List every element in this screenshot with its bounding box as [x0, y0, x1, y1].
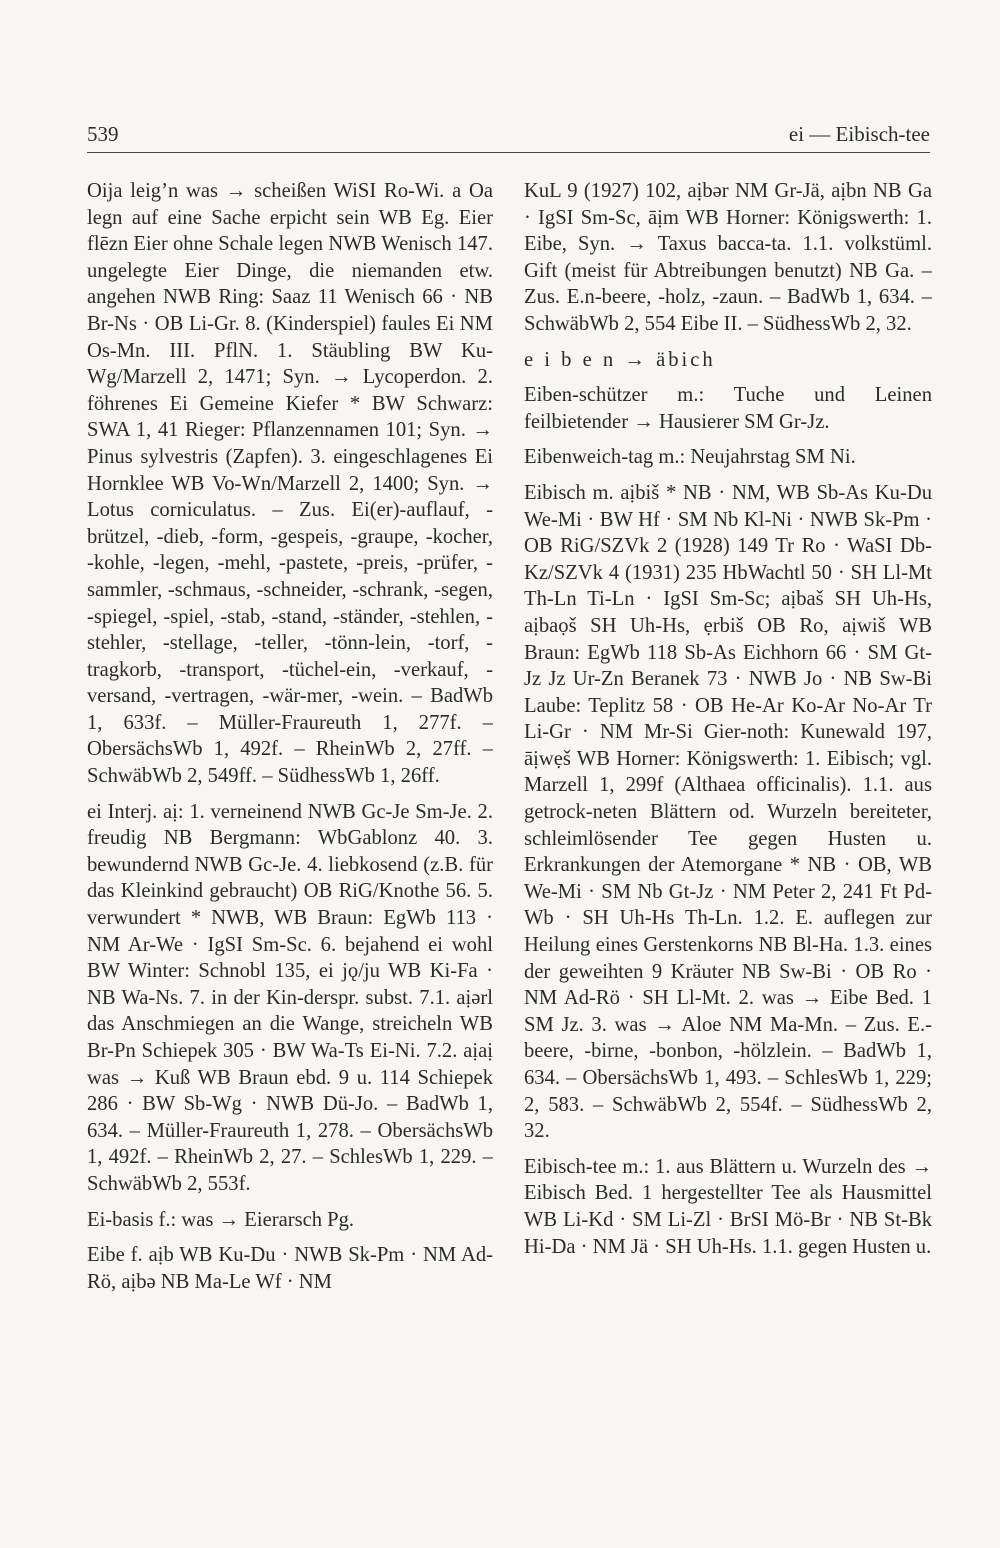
entry-ei-basis: Ei-basis f.: was → Eierarsch Pg.	[87, 1208, 355, 1231]
right-column	[524, 178, 932, 1508]
entry-eibe-continuation: KuL 9 (1927) 102, aịbər NM Gr-Jä, aịbn NB Ga · IgSI Sm-Sc, āịm WB Horner: Königswerth: 1. Eibe, Syn. → Taxus bacca-ta. 1.1. volkstüml. Gift (meist für Abtreibungen benutzt) NB Ga. – Zus. E.n-beere, -holz, -zaun. – BadWb 1, 634. – SchwäbWb 2, 554 Eibe II. – SüdhessWb 2, 32.	[524, 180, 932, 335]
entry-ei-interjection: ei Interj. aị: 1. verneinend NWB Gc-Je Sm-Je. 2. freudig NB Bergmann: WbGablonz 40. 3. bewundernd NWB Gc-Je. 4. liebkosend (z.B. für das Kleinkind gebraucht) OB RiG/Knothe 56. 5. verwundert * NWB, WB Braun: EgWb 113 · NM Ar-We · IgSI Sm-Sc. 6. bejahend ei wohl BW Winter: Schnobl 135, ei jǫ/ju WB Ki-Fa · NB Wa-Ns. 7. in der Kin-derspr. subst. 7.1. aịərl das Anschmiegen an die Wange, streicheln WB Br-Pn Schiepek 305 · BW Wa-Ts Ei-Ni. 7.2. aịaị was → Kuß WB Braun ebd. 9 u. 114 Schiepek 286 · BW Sb-Wg · NWB Dü-Jo. – BadWb 1, 634. – Müller-Fraureuth 1, 278. – ObersächsWb 1, 492f. – RheinWb 2, 27. – SchlesWb 1, 229. – SchwäbWb 2, 553f.	[87, 800, 493, 1195]
left-column	[87, 178, 493, 1508]
entry-eiben-xref: e i b e n → äbich	[524, 348, 716, 371]
page-header	[87, 118, 930, 153]
entry-eibe: Eibe f. aịb WB Ku-Du · NWB Sk-Pm · NM Ad-Rö, aịbə NB Ma-Le Wf · NM	[87, 1244, 493, 1293]
entry-eibisch-tee: Eibisch-tee m.: 1. aus Blättern u. Wurzeln des → Eibisch Bed. 1 hergestellter Tee als Hausmittel WB Li-Kd · SM Li-Zl · BrSI Mö-Br · NB St-Bk Hi-Da · NM Jä · SH Uh-Hs. 1.1. gegen Husten u.	[524, 1155, 932, 1258]
page-number: 539	[87, 122, 119, 146]
entry-eibenweich-tag: Eibenweich-tag m.: Neujahrstag SM Ni.	[524, 446, 856, 469]
entry-eibisch: Eibisch m. aịbiš * NB · NM, WB Sb-As Ku-Du We-Mi · BW Hf · SM Nb Kl-Ni · NWB Sk-Pm · OB RiG/SZVk 2 (1928) 149 Tr Ro · WaSI Db-Kz/SZVk 4 (1931) 235 HbWachtl 50 · SH Ll-Mt Th-Ln Ti-Ln · IgSI Sm-Sc; aịbaš SH Uh-Hs, aịbaọš SH Uh-Hs, ẹrbiš OB Ro, aịwiš WB Braun: EgWb 118 Sb-As Eichhorn 66 · SM Gt-Jz Jz Ur-Zn Beranek 73 · NWB Jo · NB Sw-Bi Laube: Teplitz 58 · OB He-Ar Ko-Ar No-Ar Tr Li-Gr · NM Mr-Si Gier-noth: Kunewald 197, āịwẹš WB Horner: Königswerth: 1. Eibisch; vgl. Marzell 1, 299f (Althaea officinalis). 1.1. aus getrock-neten Blättern od. Wurzeln bereiteter, schleimlösender Tee gegen Husten u. Erkrankungen der Atemorgane * NB · OB, WB We-Mi · SM Nb Gt-Jz · NM Peter 2, 241 Ft Pd-Wb · SH Uh-Hs Th-Ln. 1.2. E. auflegen zur Heilung eines Gerstenkorns NB Bl-Ha. 1.3. eines der geweihten 9 Kräuter NB Sw-Bi · OB Ro · NM Ad-Rö · SH Ll-Mt. 2. was → Eibe Bed. 1 SM Jz. 3. was → Aloe NM Ma-Mn. – Zus. E.-beere, -birne, -bonbon, -hölzlein. – BadWb 1, 634. – ObersächsWb 1, 493. – SchlesWb 1, 229; 2, 583. – SchwäbWb 2, 554f. – SüdhessWb 2, 32.	[524, 481, 932, 1143]
entry-ei-continuation: Oija leig’n was → scheißen WiSI Ro-Wi. a Oa legn auf eine Sache erpicht sein WB Eg. Eier flēzn Eier ohne Schale legen NWB Wenisch 147. ungelegte Eier Dinge, die niemanden etw. angehen NWB Ring: Saaz 11 Wenisch 66 · NB Br-Ns · OB Li-Gr. 8. (Kinderspiel) faules Ei NM Os-Mn. III. PflN. 1. Stäubling BW Ku-Wg/Marzell 2, 1471; Syn. → Lycoperdon. 2. föhrenes Ei Gemeine Kiefer * BW Schwarz: SWA 1, 41 Rieger: Pflanzennamen 101; Syn. → Pinus sylvestris (Zapfen). 3. eingeschlagenes Ei Hornklee WB Vo-Wn/Marzell 2, 1400; Syn. → Lotus corniculatus. – Zus. Ei(er)-auflauf, -brützel, -dieb, -form, -gespeis, -graupe, -kocher, -kohle, -legen, -mehl, -pastete, -preis, -prüfer, -sammler, -schmaus, -schneider, -schrank, -segen, -spiegel, -spiel, -stab, -stand, -ständer, -stehlen, -stehler, -stellage, -teller, -tönn-lein, -torf, -tragkorb, -transport, -tüchel-ein, -verkauf, -versand, -vertragen, -wär-mer, -wein. – BadWb 1, 633f. – Müller-Fraureuth 1, 277f. – ObersächsWb 1, 492f. – RheinWb 2, 27ff. – SchwäbWb 2, 549ff. – SüdhessWb 1, 26ff.	[87, 180, 493, 788]
running-head: ei — Eibisch-tee	[788, 122, 930, 146]
entry-eiben-schuetzer: Eiben-schützer m.: Tuche und Leinen feilbietender → Hausierer SM Gr-Jz.	[524, 384, 932, 433]
